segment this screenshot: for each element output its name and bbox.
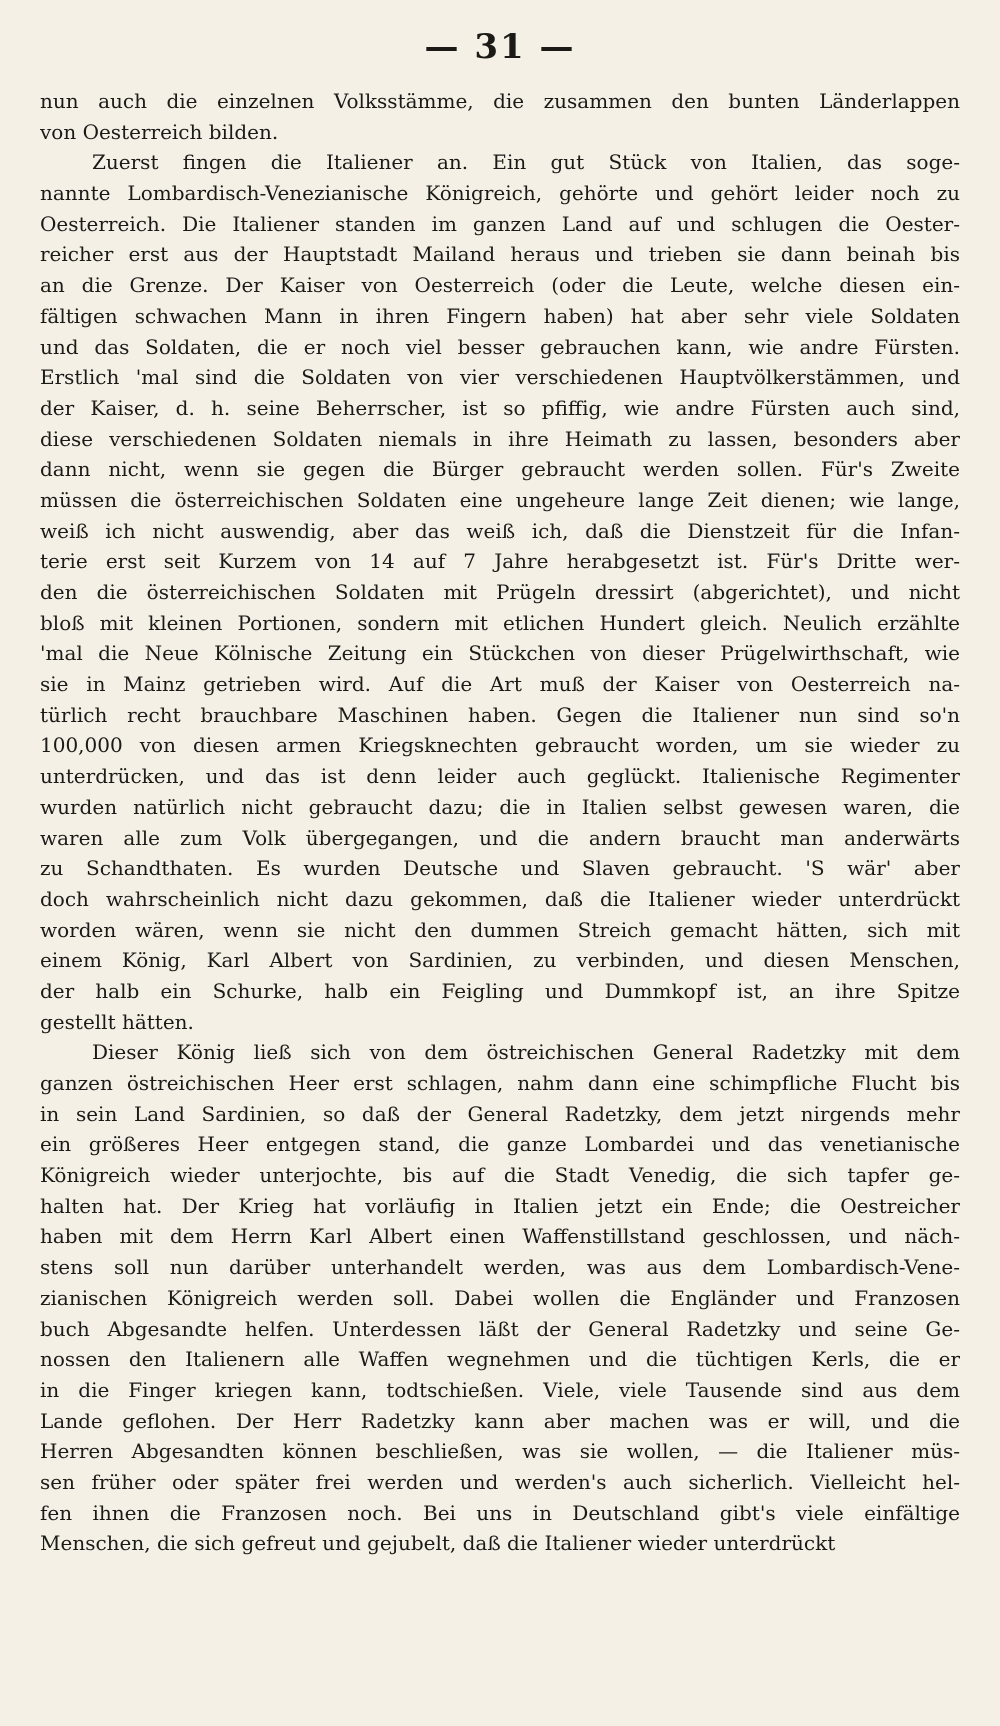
text-line: Königreich wieder unterjochte, bis auf die Stadt Venedig, die sich tapfer ge- — [40, 1163, 960, 1188]
text-line: zianischen Königreich werden soll. Dabei wollen die Engländer und Franzosen — [40, 1285, 960, 1310]
paragraph — [40, 147, 960, 1037]
text-line: dann nicht, wenn sie gegen die Bürger gebraucht werden sollen. Für's Zweite — [40, 457, 960, 482]
text-line: nun auch die einzelnen Volksstämme, die zusammen den bunten Länderlappen — [40, 89, 960, 113]
text-line: ganzen östreichischen Heer erst schlagen, nahm dann eine schimpfliche Flucht bis — [40, 1071, 960, 1095]
text-line: Zuerst fingen die Italiener an. Ein gut Stück von Italien, das soge- — [92, 150, 960, 175]
text-line: haben mit dem Herrn Karl Albert einen Waffenstillstand geschlossen, und näch- — [40, 1224, 960, 1249]
paragraph — [40, 1037, 960, 1559]
text-line: waren alle zum Volk übergegangen, und die andern braucht man anderwärts — [40, 825, 960, 850]
text-line: buch Abgesandte helfen. Unterdessen läßt der General Radetzky und seine Ge- — [40, 1316, 960, 1341]
text-line: fältigen schwachen Mann in ihren Fingern haben) hat aber sehr viele Soldaten — [40, 303, 960, 328]
text-line: worden wären, wenn sie nicht den dummen Streich gemacht hätten, sich mit — [40, 917, 960, 942]
text-line: an die Grenze. Der Kaiser von Oesterreich (oder die Leute, welche diesen ein- — [40, 273, 960, 298]
text-line: und das Soldaten, die er noch viel besser gebrauchen kann, wie andre Fürsten. — [40, 334, 960, 359]
text-line: stens soll nun darüber unterhandelt werden, was aus dem Lombardisch-Vene- — [40, 1255, 960, 1280]
text-line: sen früher oder später frei werden und werden's auch sicherlich. Vielleicht hel- — [40, 1469, 960, 1494]
text-line: den die österreichischen Soldaten mit Prügeln dressirt (abgerichtet), und nicht — [40, 580, 960, 604]
text-line: müssen die österreichischen Soldaten eine ungeheure lange Zeit dienen; wie lange, — [40, 487, 960, 512]
text-line: bloß mit kleinen Portionen, sondern mit etlichen Hundert gleich. Neulich erzählte — [40, 610, 960, 635]
text-line: sie in Mainz getrieben wird. Auf die Art muß der Kaiser von Oesterreich na- — [40, 672, 960, 697]
text-line: gestellt hätten. — [40, 1009, 194, 1034]
text-line: fen ihnen die Franzosen noch. Bei uns in Deutschland gibt's viele einfältige — [40, 1500, 960, 1525]
text-line: in die Finger kriegen kann, todtschießen. Viele, viele Tausende sind aus dem — [40, 1377, 960, 1402]
text-line: 100,000 von diesen armen Kriegsknechten gebraucht worden, um sie wieder zu — [40, 733, 960, 758]
text-line: Oesterreich. Die Italiener standen im ganzen Land auf und schlugen die Oester- — [40, 211, 960, 236]
text-line: zu Schandthaten. Es wurden Deutsche und Slaven gebraucht. 'S wär' aber — [40, 856, 960, 881]
text-line: weiß ich nicht auswendig, aber das weiß ich, daß die Dienstzeit für die Infan- — [40, 518, 960, 543]
text-line: nossen den Italienern alle Waffen wegnehmen und die tüchtigen Kerls, die er — [40, 1347, 960, 1372]
text-line: terie erst seit Kurzem von 14 auf 7 Jahre herabgesetzt ist. Für's Dritte wer- — [40, 549, 960, 574]
text-line: unterdrücken, und das ist denn leider auch geglückt. Italienische Regimenter — [40, 764, 960, 789]
text-line: doch wahrscheinlich nicht dazu gekommen, daß die Italiener wieder unterdrückt — [40, 886, 960, 911]
text-line: der Kaiser, d. h. seine Beherrscher, ist so pfiffig, wie andre Fürsten auch sind, — [40, 395, 960, 420]
text-line: 'mal die Neue Kölnische Zeitung ein Stückchen von dieser Prügelwirthschaft, wie — [40, 641, 960, 666]
text-line: wurden natürlich nicht gebraucht dazu; die in Italien selbst gewesen waren, die — [40, 794, 960, 819]
text-line: türlich recht brauchbare Maschinen haben. Gegen die Italiener nun sind so'n — [40, 702, 960, 727]
text-line: reicher erst aus der Hauptstadt Mailand heraus und trieben sie dann beinah bis — [40, 242, 960, 267]
text-line: halten hat. Der Krieg hat vorläufig in Italien jetzt ein Ende; die Oestreicher — [40, 1193, 960, 1218]
text-line: ein größeres Heer entgegen stand, die ganze Lombardei und das venetianische — [40, 1132, 960, 1157]
text-body — [40, 86, 960, 1559]
text-line: nannte Lombardisch-Venezianische Königreich, gehörte und gehört leider noch zu — [40, 181, 960, 206]
page-number: — 31 — — [424, 27, 576, 67]
text-line: Erstlich 'mal sind die Soldaten von vier verschiedenen Hauptvölkerstämmen, und — [40, 365, 960, 390]
text-line: Herren Abgesandten können beschließen, was sie wollen, — die Italiener müs- — [40, 1439, 960, 1464]
text-line: Dieser König ließ sich von dem östreichischen General Radetzky mit dem — [92, 1040, 960, 1065]
text-line: Menschen, die sich gefreut und gejubelt, daß die Italiener wieder unterdrückt — [40, 1531, 836, 1556]
text-line: diese verschiedenen Soldaten niemals in ihre Heimath zu lassen, besonders aber — [40, 426, 960, 451]
text-line: Lande geflohen. Der Herr Radetzky kann aber machen was er will, und die — [40, 1408, 960, 1433]
text-line: in sein Land Sardinien, so daß der General Radetzky, dem jetzt nirgends mehr — [40, 1101, 960, 1126]
text-line: einem König, Karl Albert von Sardinien, zu verbinden, und diesen Menschen, — [40, 948, 960, 973]
text-line: der halb ein Schurke, halb ein Feigling und Dummkopf ist, an ihre Spitze — [40, 978, 960, 1003]
text-line: von Oesterreich bilden. — [40, 119, 279, 144]
paragraph — [40, 86, 960, 147]
